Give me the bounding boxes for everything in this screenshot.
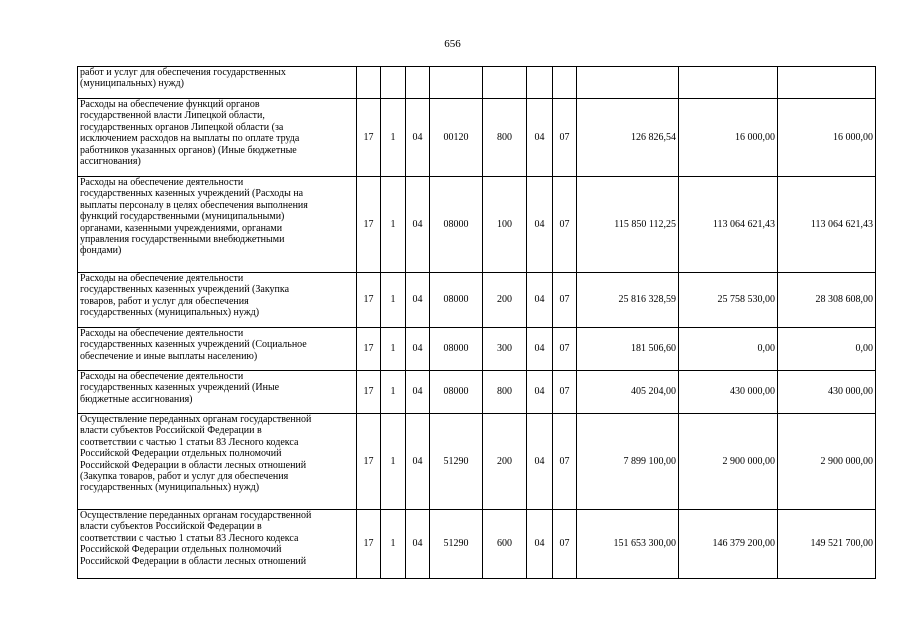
- row-name: Расходы на обеспечение деятельности государственных казенных учреждений (Расходы на выплаты персоналу в целях обеспечения выполнения функций государственными (муниципальными) органами, казенными учреждениями, органами управления государственными внебюджетными фондами): [78, 177, 357, 273]
- code-6: 04: [527, 414, 553, 510]
- row-name: Расходы на обеспечение деятельности государственных казенных учреждений (Закупка товаров, работ и услуг для обеспечения государственных (муниципальных) нужд): [78, 273, 357, 328]
- code-7: 07: [553, 273, 577, 328]
- code-5: 200: [483, 273, 527, 328]
- code-2: 1: [381, 328, 406, 371]
- code-1: [357, 67, 381, 99]
- code-6: 04: [527, 510, 553, 579]
- code-4: 08000: [430, 177, 483, 273]
- amount-2: 113 064 621,43: [679, 177, 778, 273]
- row-name: Осуществление переданных органам государственной власти субъектов Российской Федерации в соответствии с частью 1 статьи 83 Лесного кодекса Российской Федерации отдельных полномочий Российской Федерации в области лесных отношений (Закупка товаров, работ и услуг для обеспечения государственных (муниципальных) нужд): [78, 414, 357, 510]
- amount-2: 2 900 000,00: [679, 414, 778, 510]
- table-row: [78, 99, 876, 177]
- table-row: [78, 371, 876, 414]
- page-number: 656: [444, 38, 461, 50]
- table-row: [78, 510, 876, 579]
- code-5: [483, 67, 527, 99]
- code-5: 600: [483, 510, 527, 579]
- code-2: 1: [381, 177, 406, 273]
- code-4: 00120: [430, 99, 483, 177]
- code-5: 100: [483, 177, 527, 273]
- amount-3: 149 521 700,00: [778, 510, 876, 579]
- code-7: 07: [553, 328, 577, 371]
- amount-2: 0,00: [679, 328, 778, 371]
- code-3: 04: [406, 99, 430, 177]
- code-5: 800: [483, 371, 527, 414]
- table-row: [78, 67, 876, 99]
- code-3: 04: [406, 371, 430, 414]
- table-row: [78, 328, 876, 371]
- code-1: 17: [357, 414, 381, 510]
- amount-3: 430 000,00: [778, 371, 876, 414]
- code-4: 51290: [430, 414, 483, 510]
- amount-1: 7 899 100,00: [577, 414, 679, 510]
- code-4: 08000: [430, 273, 483, 328]
- code-2: 1: [381, 414, 406, 510]
- code-5: 200: [483, 414, 527, 510]
- row-name: Расходы на обеспечение функций органов государственной власти Липецкой области, государственных органов Липецкой области (за исключением расходов на выплаты по оплате труда работников указанных органов) (Иные бюджетные ассигнования): [78, 99, 357, 177]
- code-7: 07: [553, 177, 577, 273]
- code-3: 04: [406, 414, 430, 510]
- code-7: [553, 67, 577, 99]
- code-2: 1: [381, 510, 406, 579]
- budget-table: [77, 66, 876, 579]
- code-2: 1: [381, 371, 406, 414]
- amount-1: 151 653 300,00: [577, 510, 679, 579]
- amount-3: 0,00: [778, 328, 876, 371]
- row-name: Расходы на обеспечение деятельности государственных казенных учреждений (Социальное обеспечение и иные выплаты населению): [78, 328, 357, 371]
- code-6: [527, 67, 553, 99]
- code-3: 04: [406, 177, 430, 273]
- code-3: 04: [406, 510, 430, 579]
- code-4: [430, 67, 483, 99]
- amount-1: 126 826,54: [577, 99, 679, 177]
- code-7: 07: [553, 414, 577, 510]
- code-6: 04: [527, 371, 553, 414]
- amount-1: 405 204,00: [577, 371, 679, 414]
- amount-2: [679, 67, 778, 99]
- code-5: 300: [483, 328, 527, 371]
- code-1: 17: [357, 177, 381, 273]
- code-4: 08000: [430, 371, 483, 414]
- amount-1: [577, 67, 679, 99]
- amount-3: [778, 67, 876, 99]
- code-3: 04: [406, 273, 430, 328]
- code-3: [406, 67, 430, 99]
- code-4: 08000: [430, 328, 483, 371]
- row-name: работ и услуг для обеспечения государственных (муниципальных) нужд): [78, 67, 357, 99]
- code-7: 07: [553, 371, 577, 414]
- amount-3: 16 000,00: [778, 99, 876, 177]
- amount-2: 25 758 530,00: [679, 273, 778, 328]
- amount-1: 181 506,60: [577, 328, 679, 371]
- code-5: 800: [483, 99, 527, 177]
- code-1: 17: [357, 273, 381, 328]
- code-1: 17: [357, 328, 381, 371]
- code-6: 04: [527, 273, 553, 328]
- amount-3: 28 308 608,00: [778, 273, 876, 328]
- row-name: Осуществление переданных органам государственной власти субъектов Российской Федерации в соответствии с частью 1 статьи 83 Лесного кодекса Российской Федерации отдельных полномочий Российской Федерации в области лесных отношений: [78, 510, 357, 579]
- code-1: 17: [357, 99, 381, 177]
- amount-1: 115 850 112,25: [577, 177, 679, 273]
- table-row: [78, 414, 876, 510]
- table-row: [78, 177, 876, 273]
- table-row: [78, 273, 876, 328]
- code-7: 07: [553, 510, 577, 579]
- code-4: 51290: [430, 510, 483, 579]
- code-3: 04: [406, 328, 430, 371]
- code-2: 1: [381, 273, 406, 328]
- code-7: 07: [553, 99, 577, 177]
- code-2: [381, 67, 406, 99]
- row-name: Расходы на обеспечение деятельности государственных казенных учреждений (Иные бюджетные ассигнования): [78, 371, 357, 414]
- code-1: 17: [357, 371, 381, 414]
- amount-3: 2 900 000,00: [778, 414, 876, 510]
- amount-1: 25 816 328,59: [577, 273, 679, 328]
- amount-3: 113 064 621,43: [778, 177, 876, 273]
- amount-2: 16 000,00: [679, 99, 778, 177]
- amount-2: 430 000,00: [679, 371, 778, 414]
- code-6: 04: [527, 99, 553, 177]
- code-6: 04: [527, 328, 553, 371]
- amount-2: 146 379 200,00: [679, 510, 778, 579]
- code-1: 17: [357, 510, 381, 579]
- code-2: 1: [381, 99, 406, 177]
- code-6: 04: [527, 177, 553, 273]
